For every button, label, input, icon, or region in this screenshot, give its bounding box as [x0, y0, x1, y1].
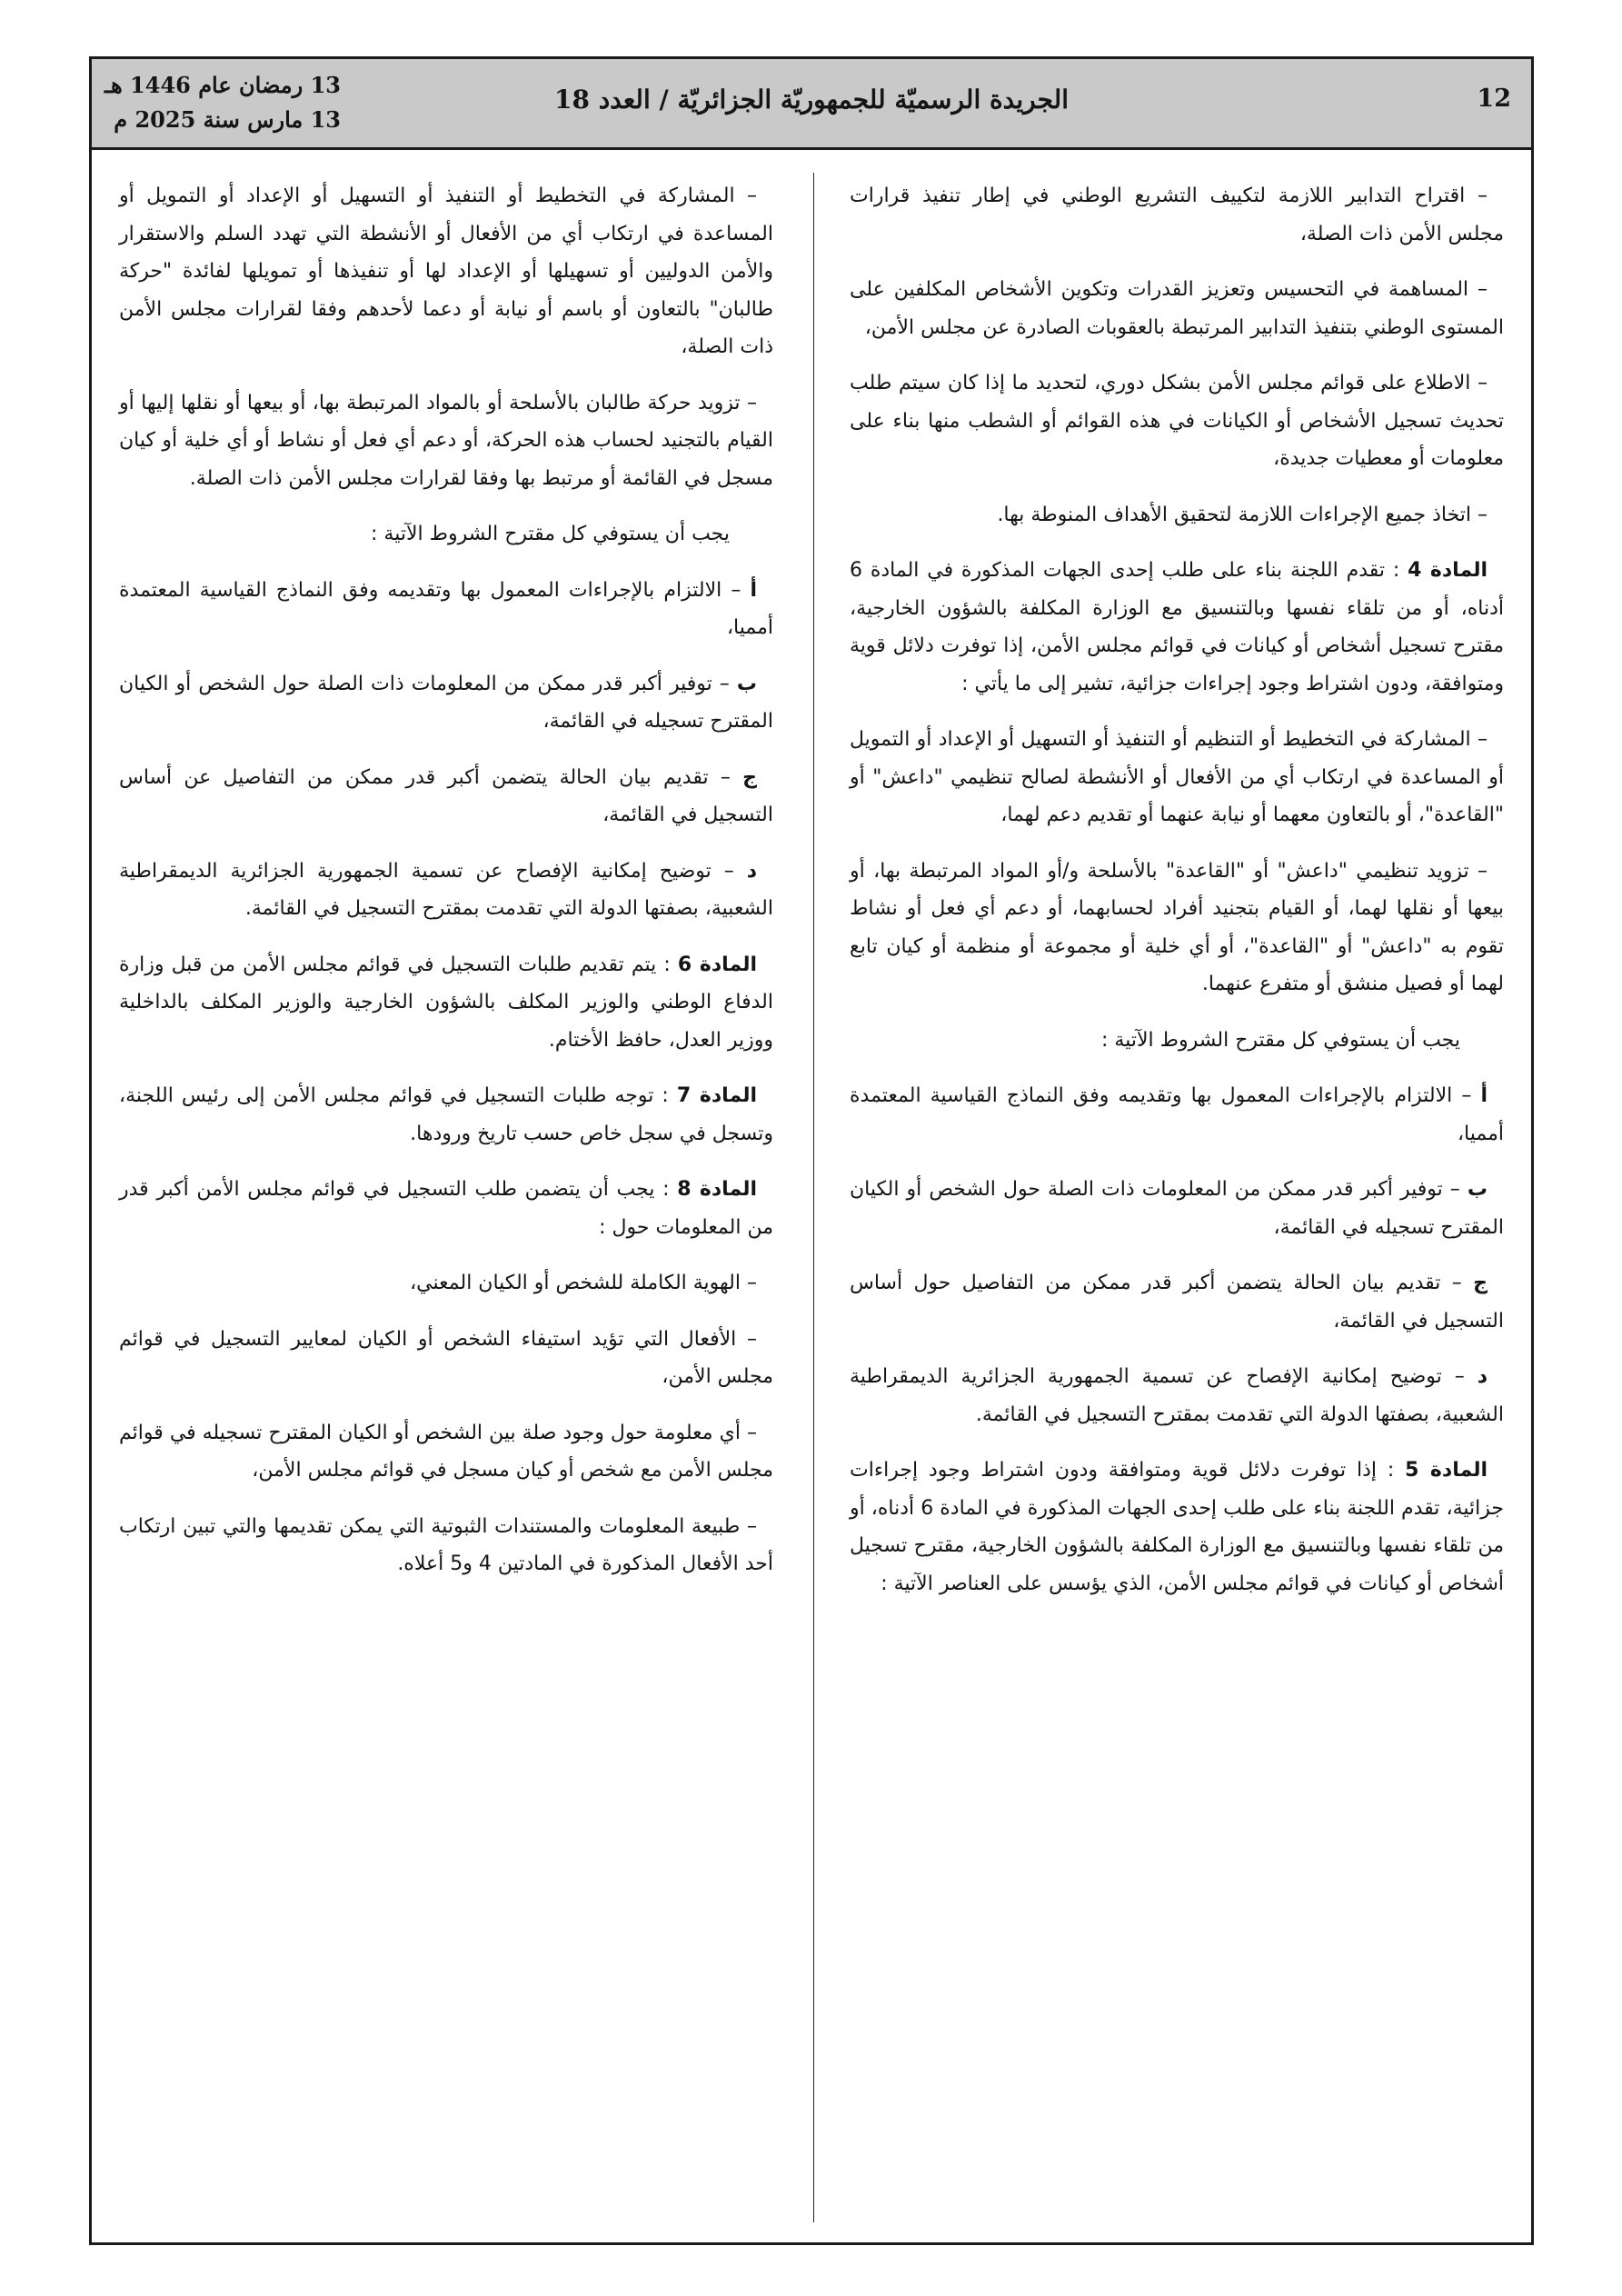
article-label: المادة 5 — [1405, 1459, 1488, 1482]
condition-item: ب – توفير أكبر قدر ممكن من المعلومات ذات الصلة حول الشخص أو الكيان المقترح تسجيله في القائمة، — [850, 1178, 1504, 1239]
conditions-intro: يجب أن يستوفي كل مقترح الشروط الآتية : — [371, 523, 730, 545]
paragraph: – المساهمة في التحسيس وتعزيز القدرات وتكوين الأشخاص المكلفين على المستوى الوطني بتنفيذ التدابير المرتبطة بالعقوبات الصادرة عن مجلس الأمن، — [850, 278, 1504, 339]
condition-item: د – توضيح إمكانية الإفصاح عن تسمية الجمهورية الجزائرية الديمقراطية الشعبية، بصفتها الدولة التي تقدمت بمقترح التسجيل في القائمة. — [850, 1365, 1504, 1426]
item-text: تقديم بيان الحالة يتضمن أكبر قدر ممكن من التفاصيل عن أساس التسجيل في القائمة، — [119, 765, 773, 826]
article-8: المادة 8 : يجب أن يتضمن طلب التسجيل في قوائم مجلس الأمن أكبر قدر من المعلومات حول : — [119, 1178, 773, 1239]
article-7: المادة 7 : توجه طلبات التسجيل في قوائم مجلس الأمن إلى رئيس اللجنة، وتسجل في سجل خاص حسب تاريخ ورودها. — [119, 1084, 773, 1145]
item-text: الالتزام بالإجراءات المعمول بها وتقديمه وفق النماذج القياسية المعتمدة أمميا، — [119, 578, 773, 639]
condition-item: د – توضيح إمكانية الإفصاح عن تسمية الجمهورية الجزائرية الديمقراطية الشعبية، بصفتها الدولة التي تقدمت بمقترح التسجيل في القائمة. — [119, 859, 773, 920]
condition-item: ج – تقديم بيان الحالة يتضمن أكبر قدر ممكن من التفاصيل عن أساس التسجيل في القائمة، — [119, 765, 773, 826]
article-5: المادة 5 : إذا توفرت دلائل قوية ومتوافقة ودون اشتراط وجود إجراءات جزائية، تقدم اللجنة بناء على طلب إحدى الجهات المذكورة في المادة 6 أدناه، أو من تلقاء نفسها وبالتنسيق مع الوزارة المكلفة بالشؤون الخارجية، مقترح تسجيل أشخاص أو كيانات في قوائم مجلس الأمن، الذي يؤسس على العناصر الآتية : — [850, 1459, 1504, 1595]
paragraph: – المشاركة في التخطيط أو التنظيم أو التنفيذ أو التسهيل أو الإعداد أو التمويل أو المساعدة في ارتكاب أي من الأفعال أو الأنشطة لصالح تنظيمي "داعش" أو "القاعدة"، أو بالتعاون معهما أو نيابة عنهما أو تقديم دعم لهما، — [850, 728, 1504, 826]
article-label: المادة 6 — [677, 953, 757, 976]
article-text: تقدم اللجنة بناء على طلب إحدى الجهات المذكورة في المادة 6 أدناه، أو من تلقاء نفسها وبالتنسيق مع الوزارة المكلفة بالشؤون الخارجية، مقترح تسجيل أشخاص أو كيانات في قوائم مجلس الأمن، إذا توفرت دلائل قوية ومتوافقة، ودون اشتراط وجود إجراءات جزائية، تشير إلى ما يأتي : — [850, 559, 1504, 695]
gregorian-date: 13 مارس سنة 2025 م — [114, 106, 342, 133]
article-label: المادة 8 — [677, 1178, 757, 1201]
article-label: المادة 4 — [1408, 559, 1488, 582]
item-text: الالتزام بالإجراءات المعمول بها وتقديمه وفق النماذج القياسية المعتمدة أمميا، — [850, 1084, 1504, 1145]
hijri-date: 13 رمضان عام 1446 هـ — [104, 72, 342, 98]
item-label: ب — [1467, 1178, 1488, 1201]
item-label: د — [746, 859, 757, 883]
article-text: يجب أن يتضمن طلب التسجيل في قوائم مجلس الأمن أكبر قدر من المعلومات حول : — [119, 1178, 773, 1239]
page-frame — [89, 56, 1534, 2245]
right-column — [850, 177, 1504, 1621]
paragraph: – اقتراح التدابير اللازمة لتكييف التشريع الوطني في إطار تنفيذ قرارات مجلس الأمن ذات الصلة، — [850, 185, 1504, 245]
article-6: المادة 6 : يتم تقديم طلبات التسجيل في قوائم مجلس الأمن من قبل وزارة الدفاع الوطني والوزير المكلف بالشؤون الخارجية والوزير المكلف بالداخلية ووزير العدل، حافظ الأختام. — [119, 953, 773, 1052]
article-label: المادة 7 — [676, 1084, 757, 1107]
condition-item: ب – توفير أكبر قدر ممكن من المعلومات ذات الصلة حول الشخص أو الكيان المقترح تسجيله في القائمة، — [119, 672, 773, 733]
list-item: – الأفعال التي تؤيد استيفاء الشخص أو الكيان لمعايير التسجيل في قوائم مجلس الأمن، — [119, 1327, 773, 1388]
condition-item: أ – الالتزام بالإجراءات المعمول بها وتقديمه وفق النماذج القياسية المعتمدة أمميا، — [850, 1084, 1504, 1145]
paragraph: – اتخاذ جميع الإجراءات اللازمة لتحقيق الأهداف المنوطة بها. — [997, 503, 1488, 526]
column-divider — [813, 173, 814, 2222]
paragraph: – تزويد حركة طالبان بالأسلحة أو بالمواد المرتبطة بها، أو بيعها أو نقلها إليها أو القيام بالتجنيد لحساب هذه الحركة، أو دعم أي فعل أو نشاط أو أي خلية أو كيان مسجل في القائمة أو مرتبط بها وفقا لقرارات مجلس الأمن ذات الصلة. — [119, 391, 773, 490]
page-number: 12 — [1477, 85, 1511, 113]
issue-date — [104, 68, 341, 137]
item-label: ب — [736, 672, 757, 695]
item-label: ج — [742, 765, 757, 789]
item-label: ج — [1473, 1272, 1488, 1294]
item-text: توضيح إمكانية الإفصاح عن تسمية الجمهورية الجزائرية الديمقراطية الشعبية، بصفتها الدولة التي تقدمت بمقترح التسجيل في القائمة. — [850, 1365, 1504, 1426]
list-item: – الهوية الكاملة للشخص أو الكيان المعني، — [410, 1272, 757, 1294]
item-text: توفير أكبر قدر ممكن من المعلومات ذات الصلة حول الشخص أو الكيان المقترح تسجيله في القائمة، — [850, 1178, 1504, 1239]
condition-item: ج – تقديم بيان الحالة يتضمن أكبر قدر ممكن من التفاصيل حول أساس التسجيل في القائمة، — [850, 1272, 1504, 1333]
article-text: يتم تقديم طلبات التسجيل في قوائم مجلس الأمن من قبل وزارة الدفاع الوطني والوزير المكلف بالشؤون الخارجية والوزير المكلف بالداخلية ووزير العدل، حافظ الأختام. — [119, 953, 773, 1052]
list-item: – طبيعة المعلومات والمستندات الثبوتية التي يمكن تقديمها والتي تبين ارتكاب أحد الأفعال المذكورة في المادتين 4 و5 أعلاه. — [119, 1514, 773, 1575]
conditions-intro: يجب أن يستوفي كل مقترح الشروط الآتية : — [1101, 1028, 1460, 1052]
paragraph: – المشاركة في التخطيط أو التنفيذ أو التسهيل أو الإعداد أو التمويل أو المساعدة في ارتكاب أي من الأفعال أو الأنشطة التي تهدد السلم والاستقرار والأمن الدوليين أو تسهيلها أو الإعداد لها أو تنفيذها أو تمويلها لفائدة "حركة طالبان" بالتعاون أو باسم أو نيابة أو دعما لأحدهم وفقا لقرارات مجلس الأمن ذات الصلة، — [119, 185, 773, 358]
paragraph: – تزويد تنظيمي "داعش" أو "القاعدة" بالأسلحة و/أو المواد المرتبطة بها، أو بيعها أو نقلها لهما، أو القيام بتجنيد أفراد لحسابهما، أو دعم أي فعل أو نشاط تقوم به "داعش" أو "القاعدة"، أو أي خلية أو مجموعة أو منظمة أو كيان تابع لهما أو فصيل منشق أو متفرع عنهما. — [850, 859, 1504, 995]
condition-item: أ – الالتزام بالإجراءات المعمول بها وتقديمه وفق النماذج القياسية المعتمدة أمميا، — [119, 578, 773, 639]
list-item: – أي معلومة حول وجود صلة بين الشخص أو الكيان المقترح تسجيله في قوائم مجلس الأمن مع شخص أو كيان مسجل في قوائم مجلس الأمن، — [119, 1421, 773, 1482]
paragraph: – الاطلاع على قوائم مجلس الأمن بشكل دوري، لتحديد ما إذا كان سيتم طلب تحديث تسجيل الأشخاص أو الكيانات في هذه القوائم أو الشطب منها بناء على معلومات أو معطيات جديدة، — [850, 372, 1504, 470]
item-text: تقديم بيان الحالة يتضمن أكبر قدر ممكن من التفاصيل حول أساس التسجيل في القائمة، — [850, 1272, 1504, 1333]
item-text: توفير أكبر قدر ممكن من المعلومات ذات الصلة حول الشخص أو الكيان المقترح تسجيله في القائمة، — [119, 672, 773, 733]
journal-header — [92, 59, 1531, 150]
article-text: توجه طلبات التسجيل في قوائم مجلس الأمن إلى رئيس اللجنة، وتسجل في سجل خاص حسب تاريخ ورودها. — [119, 1084, 773, 1145]
item-label: د — [1477, 1365, 1488, 1388]
item-label: أ — [750, 578, 757, 602]
article-text: إذا توفرت دلائل قوية ومتوافقة ودون اشتراط وجود إجراءات جزائية، تقدم اللجنة بناء على طلب إحدى الجهات المذكورة في المادة 6 أدناه، أو من تلقاء نفسها وبالتنسيق مع الوزارة المكلفة بالشؤون الخارجية، مقترح تسجيل أشخاص أو كيانات في قوائم مجلس الأمن، الذي يؤسس على العناصر الآتية : — [850, 1459, 1504, 1595]
left-column — [119, 177, 773, 1602]
article-4: المادة 4 : تقدم اللجنة بناء على طلب إحدى الجهات المذكورة في المادة 6 أدناه، أو من تلقاء نفسها وبالتنسيق مع الوزارة المكلفة بالشؤون الخارجية، مقترح تسجيل أشخاص أو كيانات في قوائم مجلس الأمن، إذا توفرت دلائل قوية ومتوافقة، ودون اشتراط وجود إجراءات جزائية، تشير إلى ما يأتي : — [850, 559, 1504, 695]
item-label: أ — [1480, 1084, 1488, 1107]
journal-title: الجريدة الرسميّة للجمهوريّة الجزائريّة / العدد 18 — [554, 85, 1069, 115]
item-text: توضيح إمكانية الإفصاح عن تسمية الجمهورية الجزائرية الديمقراطية الشعبية، بصفتها الدولة التي تقدمت بمقترح التسجيل في القائمة. — [119, 859, 773, 920]
